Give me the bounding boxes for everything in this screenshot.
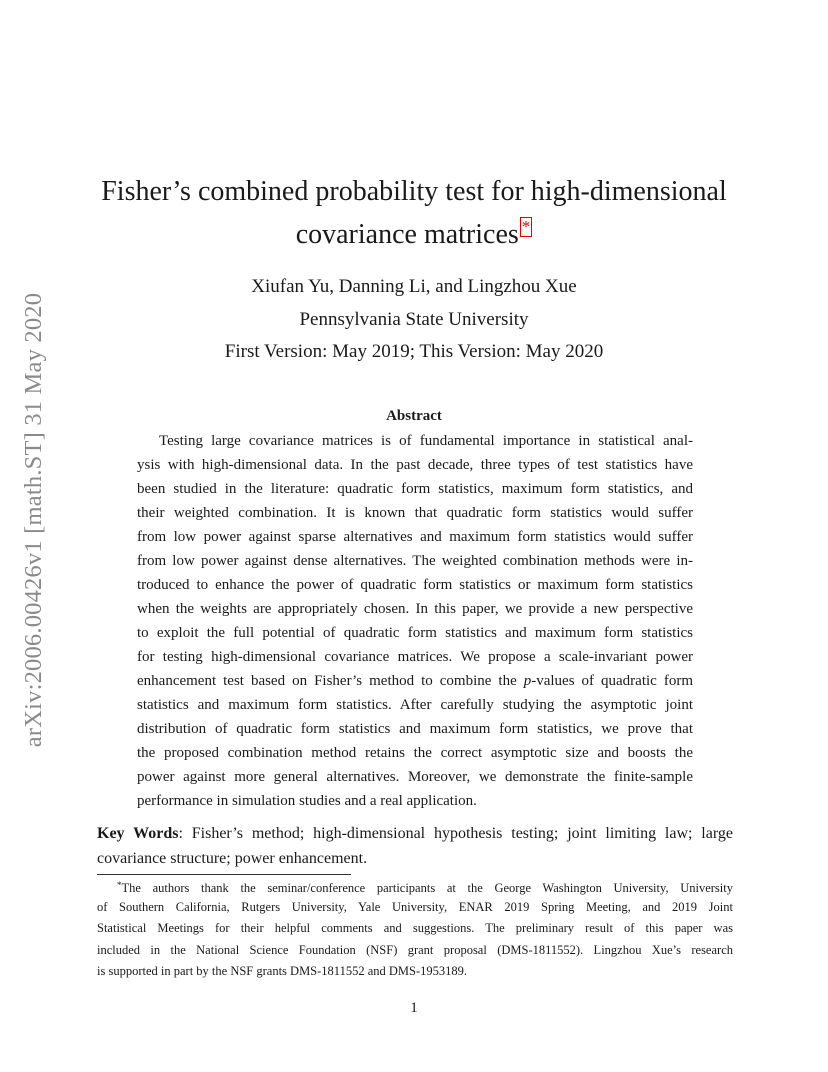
abstract-heading: Abstract [386, 408, 442, 424]
abstract-line: been studied in the literature: quadratic form statistics, maximum form statistics, and [137, 481, 693, 497]
abstract-line: power against more general alternatives. Moreover, we demonstrate the finite-sample [137, 769, 693, 785]
footnote-marker: * [117, 880, 122, 890]
footnote-line: of Southern California, Rutgers University, Yale University, ENAR 2019 Spring Meeting, and 2019 Joint [97, 899, 733, 914]
abstract-line: their weighted combination. It is known that quadratic form statistics would suffer [137, 505, 693, 521]
abstract-line: for testing high-dimensional covariance matrices. We propose a scale-invariant power [137, 649, 693, 665]
abstract-line: statistics and maximum form statistics. After carefully studying the asymptotic joint [137, 697, 693, 713]
version-dates: First Version: May 2019; This Version: May 2020 [224, 341, 604, 362]
p-symbol: p [523, 673, 532, 689]
abstract-line: from low power against sparse alternatives and maximum form statistics would suffer [137, 529, 693, 545]
abstract-line: Testing large covariance matrices is of fundamental importance in statistical anal- [159, 433, 693, 449]
abstract-text: -values of quadratic form [531, 673, 693, 689]
title-line-2-text: covariance matrices [295, 219, 519, 250]
abstract-line: performance in simulation studies and a real application. [137, 793, 477, 809]
abstract-line-pvalues [137, 669, 693, 693]
abstract-text: enhancement test based on Fisher’s method to combine the [137, 673, 524, 689]
footnote-line: Statistical Meetings for their helpful comments and suggestions. The preliminary result of this paper was [97, 921, 733, 935]
author-block [90, 271, 738, 369]
paper-title [90, 170, 738, 256]
author-names: Xiufan Yu, Danning Li, and Lingzhou Xue [251, 276, 577, 297]
keywords-line-1 [97, 821, 733, 846]
title-footnote-link[interactable]: * [521, 217, 531, 236]
affiliation: Pennsylvania State University [299, 308, 529, 330]
footnote-line: is supported in part by the NSF grants DMS-1811552 and DMS-1953189. [97, 964, 468, 978]
abstract-body [137, 429, 693, 813]
title-line-2 [90, 213, 738, 256]
title-line-1: Fisher’s combined probability test for high-dimensional [101, 176, 727, 207]
abstract-line: when the weights are appropriately chosen. In this paper, we provide a new perspective [137, 601, 693, 617]
footnote-text: The authors thank the seminar/conference participants at the George Washington University, University [121, 881, 733, 895]
footnote-line: included in the National Science Foundation (NSF) grant proposal (DMS-1811552). Lingzhou Xue’s research [97, 942, 733, 957]
keywords [97, 821, 733, 871]
footnote-line [97, 875, 733, 897]
abstract-line: from low power against dense alternatives. The weighted combination methods were in- [137, 553, 693, 569]
arxiv-identifier-stamp[interactable]: arXiv:2006.00426v1 [math.ST] 31 May 2020 [20, 292, 47, 748]
abstract-line: troduced to enhance the power of quadratic form statistics or maximum form statistics [137, 577, 693, 593]
footnote [97, 875, 733, 983]
abstract-line: distribution of quadratic form statistics and maximum form statistics, we prove that [137, 721, 693, 737]
keywords-label: Key Words [97, 825, 179, 842]
abstract-line: the proposed combination method retains the correct asymptotic size and boosts the [137, 745, 693, 761]
keywords-text: : Fisher’s method; high-dimensional hypothesis testing; joint limiting law; large [178, 825, 733, 842]
page-number: 1 [410, 1000, 418, 1016]
abstract-line: to exploit the full potential of quadratic form statistics and maximum form statistics [137, 625, 693, 641]
abstract-line: ysis with high-dimensional data. In the past decade, three types of test statistics have [137, 457, 693, 473]
keywords-line-2: covariance structure; power enhancement. [97, 850, 368, 867]
